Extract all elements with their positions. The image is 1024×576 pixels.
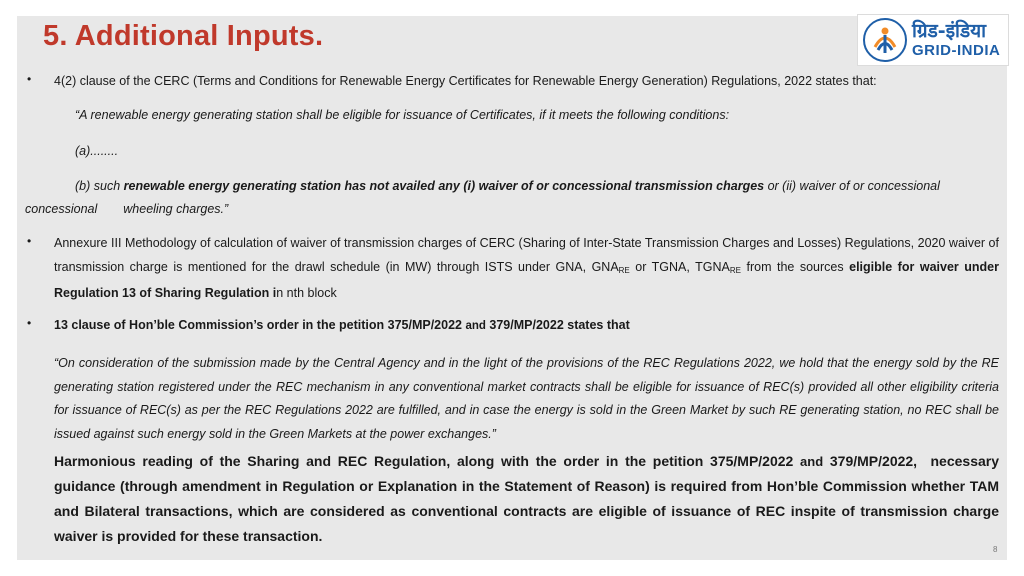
quote-1-item-a: (a)........ (75, 144, 119, 158)
bullet-2-bold: eligible for waiver under Regulation 13 of Sharing Regulation i (54, 259, 999, 300)
bullet-1-marker: • (27, 72, 32, 86)
page-title: 5. Additional Inputs. (43, 20, 324, 52)
bullet-3-bold-b: 379/MP/2022 states that (489, 318, 630, 332)
conclusion-text-c: necessary guidance (through amendment in Regulation or Explanation in the Statement of Reason) is required from Hon’ble Commission whether TAM and Bilateral transactions, which are considered as conventional contracts are eligible of issuance of REC inspite of transmission charge waiver is provided for these transaction. (54, 453, 1000, 544)
quote-1-item-b-bold: renewable energy generating station has not availed any (i) waiver of or concessional transmission charges (123, 179, 765, 193)
bullet-2-sub-2: RE (729, 265, 741, 275)
bullet-1-text: 4(2) clause of the CERC (Terms and Conditions for Renewable Energy Certificates for Renewable Energy Generation) Regulations, 2022 states that: (54, 74, 877, 88)
logo-hindi-text: ग्रिड-इंडिया (912, 20, 987, 42)
conclusion-text-b: 379/MP/2022, (829, 453, 918, 469)
bullet-2-text-b: or TGNA, TGNA (629, 259, 730, 274)
quote-2-text: “On consideration of the submission made by the Central Agency and in the light of the provisions of the REC Regulations 2022, we hold that the energy sold by the RE generating station registered under the REC mechanism in any conventional market contracts shall be eligible for issuance of REC(s) provided all other eligibility criteria for issuance of REC(s) as per the REC Regulations 2022 are fulfilled, and in case the energy is sold in the Green Market by such RE generating station, no REC shall be issued against such energy sold in the Green Markets at the power exchanges.” (54, 356, 999, 441)
grid-india-logo (857, 14, 1009, 66)
quote-1-item-b-end (25, 198, 228, 222)
quote-1-item-b-pre: (b) such (75, 179, 124, 193)
bullet-3-bold-a: 13 clause of Hon’ble Commission’s order in the petition 375/MP/2022 (54, 318, 462, 332)
conclusion-text-a: Harmonious reading of the Sharing and REC Regulation, along with the order in the petition 375/MP/2022 (54, 453, 794, 469)
conclusion-and: and (800, 454, 824, 469)
logo-english-text: GRID-INDIA (912, 42, 1001, 59)
grid-india-emblem-icon (862, 17, 908, 63)
quote-1-item-b-wrap-word: concessional (25, 202, 98, 216)
bullet-3-and: and (465, 320, 486, 332)
quote-1-item-b-post: or (ii) waiver of or concessional (764, 179, 940, 193)
quote-1-intro: “A renewable energy generating station shall be eligible for issuance of Certificates, if it meets the following conditions: (75, 108, 730, 122)
bullet-3-text (54, 314, 999, 339)
page-number: 8 (993, 545, 998, 554)
bullet-2-marker: • (27, 234, 32, 248)
conclusion-text (54, 449, 999, 549)
quote-1-item-b (75, 175, 999, 199)
bullet-2-text-c: from the sources (740, 259, 850, 274)
bullet-2-text-d: n nth block (276, 286, 337, 300)
bullet-3-marker: • (27, 316, 32, 330)
bullet-2-text-a: Annexure III Methodology of calculation of waiver of transmission charges of CERC (Sharing of Inter-State Transmission Charges and Losses) Regulations, 2020 waiver of transmission charge is mentioned for the drawl schedule (in MW) through ISTS under GNA, GNA (54, 236, 999, 274)
bullet-2-sub-1: RE (618, 265, 630, 275)
bullet-2-text (54, 232, 999, 306)
quote-1-item-b-end-text: wheeling charges.” (123, 202, 229, 216)
